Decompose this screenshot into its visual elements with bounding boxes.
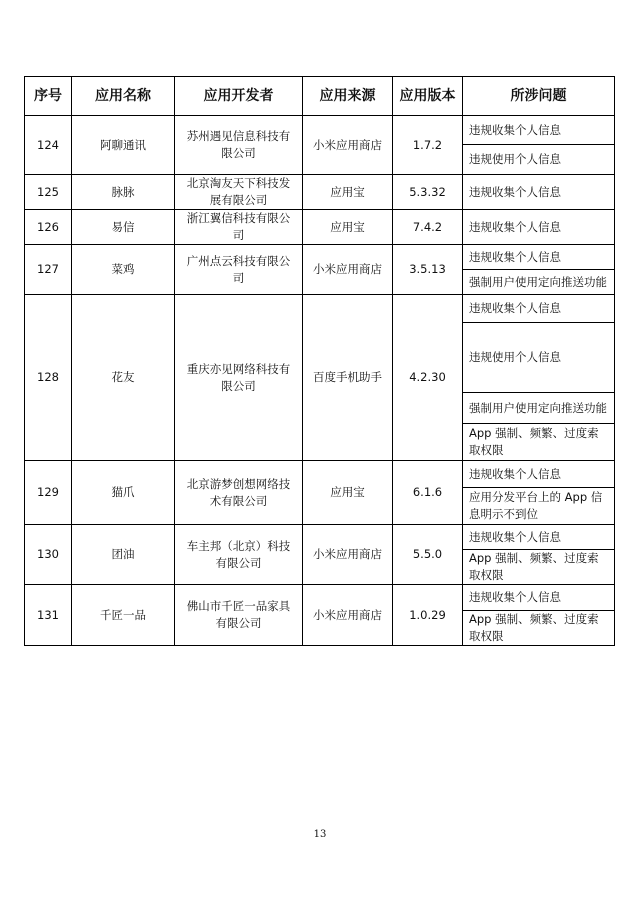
cell-source: 应用宝: [303, 461, 393, 525]
cell-developer: 重庆亦见网络科技有限公司: [175, 295, 303, 461]
cell-developer: 佛山市千匠一品家具有限公司: [175, 585, 303, 646]
header-version: 应用版本: [393, 77, 463, 116]
cell-source: 小米应用商店: [303, 585, 393, 646]
cell-issue: 违规收集个人信息: [463, 210, 615, 245]
cell-issue: 违规使用个人信息: [463, 323, 615, 393]
cell-developer: 车主邦（北京）科技有限公司: [175, 525, 303, 585]
table-row: [25, 461, 615, 488]
cell-issue: 违规收集个人信息: [463, 295, 615, 323]
table-row: [25, 175, 615, 210]
cell-no: 125: [25, 175, 72, 210]
cell-app-name: 易信: [72, 210, 175, 245]
cell-source: 小米应用商店: [303, 245, 393, 295]
cell-no: 131: [25, 585, 72, 646]
table-row: [25, 210, 615, 245]
cell-developer: 广州点云科技有限公司: [175, 245, 303, 295]
cell-source: 百度手机助手: [303, 295, 393, 461]
header-source: 应用来源: [303, 77, 393, 116]
table-row: [25, 245, 615, 270]
cell-version: 5.3.32: [393, 175, 463, 210]
table-row: [25, 525, 615, 550]
header-issues: 所涉问题: [463, 77, 615, 116]
cell-issue: 违规使用个人信息: [463, 145, 615, 175]
cell-app-name: 阿聊通讯: [72, 116, 175, 175]
cell-issue: 违规收集个人信息: [463, 585, 615, 611]
cell-version: 1.7.2: [393, 116, 463, 175]
cell-version: 1.0.29: [393, 585, 463, 646]
issues-table: [24, 76, 615, 646]
header-row: [25, 77, 615, 116]
cell-issue: 强制用户使用定向推送功能: [463, 270, 615, 295]
cell-issue: App 强制、频繁、过度索取权限: [463, 424, 615, 461]
cell-issue: 违规收集个人信息: [463, 461, 615, 488]
cell-developer: 北京淘友天下科技发展有限公司: [175, 175, 303, 210]
table-row: [25, 116, 615, 145]
cell-issue: App 强制、频繁、过度索取权限: [463, 550, 615, 585]
cell-app-name: 脉脉: [72, 175, 175, 210]
cell-no: 128: [25, 295, 72, 461]
header-no: 序号: [25, 77, 72, 116]
cell-version: 6.1.6: [393, 461, 463, 525]
cell-no: 124: [25, 116, 72, 175]
header-app-name: 应用名称: [72, 77, 175, 116]
header-developer: 应用开发者: [175, 77, 303, 116]
cell-version: 4.2.30: [393, 295, 463, 461]
cell-developer: 苏州遇见信息科技有限公司: [175, 116, 303, 175]
cell-no: 126: [25, 210, 72, 245]
cell-version: 7.4.2: [393, 210, 463, 245]
cell-issue: 违规收集个人信息: [463, 245, 615, 270]
table-row: [25, 585, 615, 611]
cell-issue: 应用分发平台上的 App 信息明示不到位: [463, 488, 615, 525]
cell-app-name: 千匠一品: [72, 585, 175, 646]
cell-no: 129: [25, 461, 72, 525]
cell-issue: 违规收集个人信息: [463, 175, 615, 210]
cell-app-name: 花友: [72, 295, 175, 461]
cell-developer: 浙江翼信科技有限公司: [175, 210, 303, 245]
cell-issue: App 强制、频繁、过度索取权限: [463, 611, 615, 646]
cell-issue: 违规收集个人信息: [463, 525, 615, 550]
cell-source: 小米应用商店: [303, 525, 393, 585]
table-body: [25, 116, 615, 646]
page-number: 13: [313, 829, 327, 840]
table-row: [25, 295, 615, 323]
cell-version: 3.5.13: [393, 245, 463, 295]
cell-app-name: 团油: [72, 525, 175, 585]
cell-issue: 强制用户使用定向推送功能: [463, 393, 615, 424]
cell-source: 小米应用商店: [303, 116, 393, 175]
cell-source: 应用宝: [303, 175, 393, 210]
cell-developer: 北京游梦创想网络技术有限公司: [175, 461, 303, 525]
cell-version: 5.5.0: [393, 525, 463, 585]
cell-app-name: 猫爪: [72, 461, 175, 525]
cell-no: 127: [25, 245, 72, 295]
cell-source: 应用宝: [303, 210, 393, 245]
cell-issue: 违规收集个人信息: [463, 116, 615, 145]
cell-no: 130: [25, 525, 72, 585]
cell-app-name: 菜鸡: [72, 245, 175, 295]
